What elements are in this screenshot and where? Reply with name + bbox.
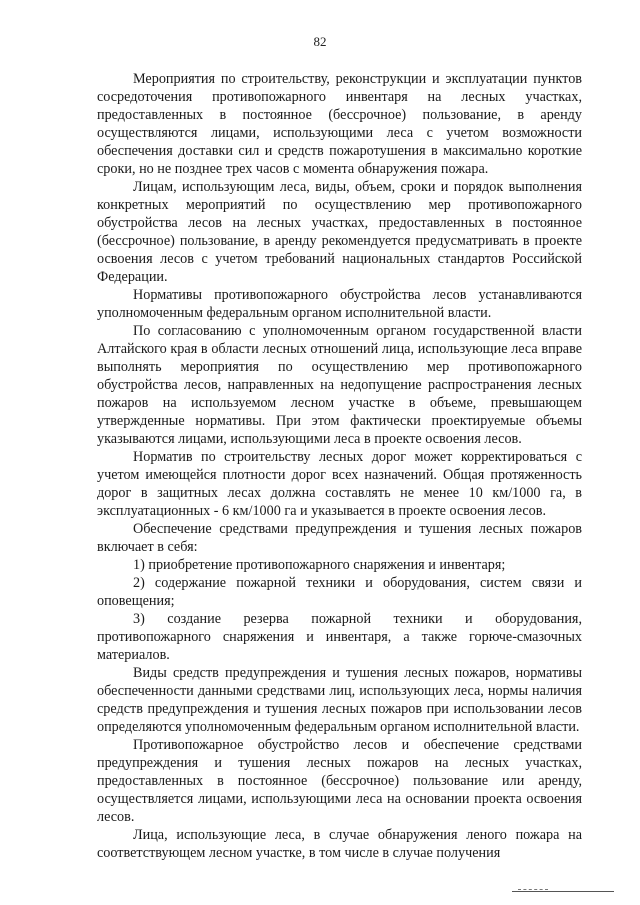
paragraph-agreement: По согласованию с уполномоченным органом государственной власти Алтайского края в области лесных отношений лица, использующие леса вправе выполнять мероприятия по осуществлению мер противопожарного обустройства лесов, направленных на недопущение распространения лесных пожаров на используемом лесном участке в объеме, превышающем утвержденные нормативы. При этом фактически проектируемые объемы указываются лицами, использующими леса в проекте освоения лесов. xyxy=(97,323,582,447)
paragraph-inventory-points: Мероприятия по строительству, реконструкции и эксплуатации пунктов сосредоточения противопожарного инвентаря на лесных участках, предоставленных в постоянное (бессрочное) пользование, в аренду осуществляются лицами, использующими леса с учетом возможности обеспечения доставки сил и средств пожаротушения в максимально короткие сроки, но не позднее трех часов с момента обнаружения пожара. xyxy=(97,71,582,177)
paragraph-means-types: Виды средств предупреждения и тушения лесных пожаров, нормативы обеспеченности данными средствами лиц, использующих леса, нормы наличия средств предупреждения и тушения лесных пожаров при использовании лесов определяются уполномоченным федеральным органом исполнительной власти. xyxy=(97,665,582,735)
list-item-2: 2) содержание пожарной техники и оборудования, систем связи и оповещения; xyxy=(97,575,582,609)
paragraph-means-intro: Обеспечение средствами предупреждения и тушения лесных пожаров включает в себя: xyxy=(97,521,582,555)
scan-artifact-dashes xyxy=(518,889,548,890)
paragraph-fire-detection: Лица, использующие леса, в случае обнаружения леного пожара на соответствующем лесном участке, в том числе в случае получения xyxy=(97,827,582,861)
page-number: 82 xyxy=(313,34,327,49)
list-item-3: 3) создание резерва пожарной техники и оборудования, противопожарного снаряжения и инвентаря, а также горюче-смазочных материалов. xyxy=(97,611,582,663)
scan-artifact-line xyxy=(512,891,614,892)
paragraph-road-norms: Норматив по строительству лесных дорог может корректироваться с учетом имеющейся плотности дорог всех назначений. Общая протяженность дорог в защитных лесах должна составлять не менее 10 км/1000 га, в эксплуатационных - 6 км/1000 га и указывается в проекте освоения лесов. xyxy=(97,449,582,519)
paragraph-measures-planning: Лицам, использующим леса, виды, объем, сроки и порядок выполнения конкретных мероприятий по осуществлению мер противопожарного обустройства лесов на лесных участках, предоставленных в постоянное (бессрочное) пользование, в аренду рекомендуется предусматривать в проекте освоения лесов с учетом требований национальных стандартов Российской Федерации. xyxy=(97,179,582,285)
paragraph-fire-arrangement: Противопожарное обустройство лесов и обеспечение средствами предупреждения и тушения лесных пожаров на лесных участках, предоставленных в постоянное (бессрочное) пользование или аренду, осуществляется лицами, использующими леса на основании проекта освоения лесов. xyxy=(97,737,582,825)
list-item-1: 1) приобретение противопожарного снаряжения и инвентаря; xyxy=(133,557,506,573)
document-body xyxy=(97,70,582,862)
paragraph-norms-authority: Нормативы противопожарного обустройства лесов устанавливаются уполномоченным федеральным органом исполнительной власти. xyxy=(97,287,582,321)
